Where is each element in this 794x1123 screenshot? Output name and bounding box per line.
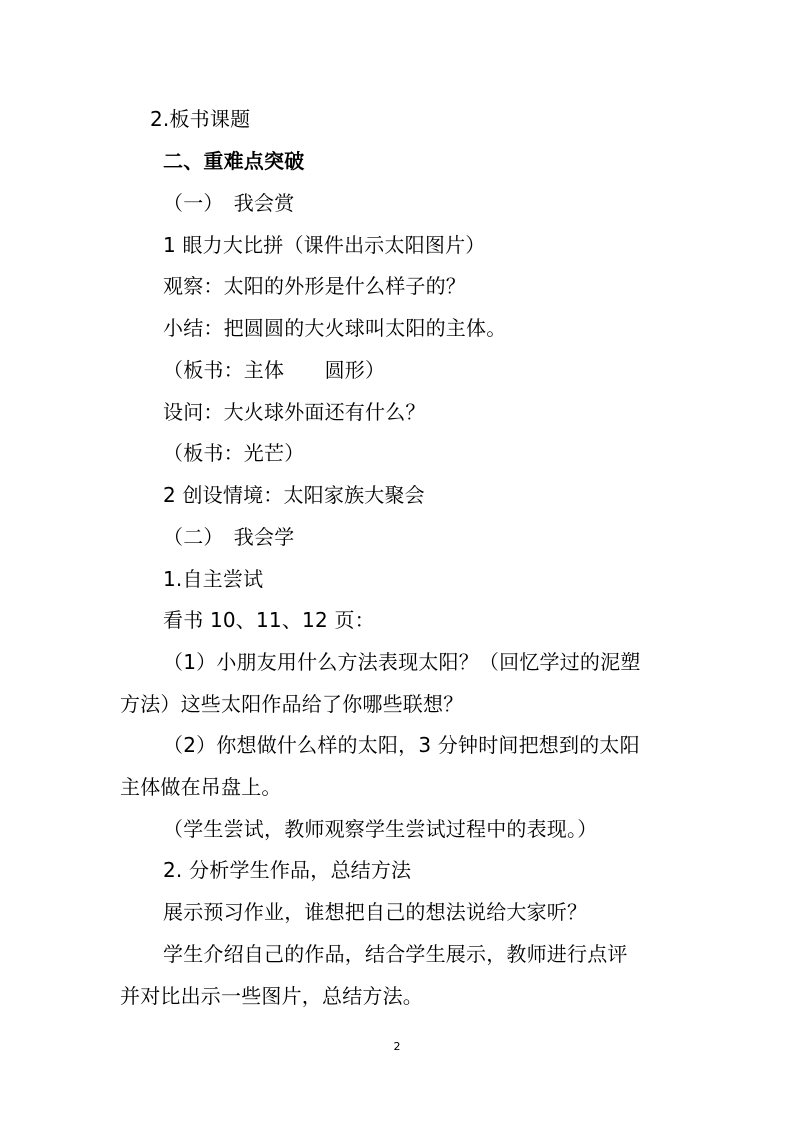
text-line-board-main-body: （板书：主体 圆形） bbox=[163, 358, 386, 382]
text-line-item-1-cont: 方法）这些太阳作品给了你哪些联想？ bbox=[120, 692, 464, 716]
page-number: 2 bbox=[393, 1040, 401, 1053]
text-line-item-2-cont: 主体做在吊盘上。 bbox=[120, 775, 282, 799]
text-line-analyze: 2. 分析学生作品，总结方法 bbox=[163, 858, 412, 882]
text-line-read-pages: 看书 10、11、12 页： bbox=[163, 608, 375, 632]
text-line-item-1: （1）小朋友用什么方法表现太阳？（回忆学过的泥塑 bbox=[163, 650, 641, 674]
text-line-self-try: 1.自主尝试 bbox=[163, 567, 264, 591]
text-line-summary: 小结：把圆圆的大火球叫太阳的主体。 bbox=[163, 316, 507, 340]
text-line-question: 设问：大火球外面还有什么？ bbox=[163, 400, 426, 424]
text-line-student-try: （学生尝试，教师观察学生尝试过程中的表现。） bbox=[163, 817, 598, 841]
subsection-heading-appreciate: （一） 我会赏 bbox=[163, 191, 295, 215]
text-line-item-2: （2）你想做什么样的太阳，3 分钟时间把想到的太阳 bbox=[163, 733, 640, 757]
subsection-heading-learn: （二） 我会学 bbox=[163, 525, 295, 549]
text-line-eyesight-contest: 1 眼力大比拼（课件出示太阳图片） bbox=[163, 233, 486, 257]
text-line-board-rays: （板书：光芒） bbox=[163, 441, 305, 465]
text-line-show-homework: 展示预习作业，谁想把自己的想法说给大家听？ bbox=[163, 900, 588, 924]
section-heading-key-points: 二、重难点突破 bbox=[163, 149, 305, 173]
text-line-introduce-work-cont: 并对比出示一些图片，总结方法。 bbox=[120, 984, 423, 1008]
text-line-introduce-work: 学生介绍自己的作品，结合学生展示，教师进行点评 bbox=[163, 942, 628, 966]
text-line-scenario: 2 创设情境：太阳家族大聚会 bbox=[163, 483, 425, 507]
text-line-board-title: 2.板书课题 bbox=[150, 107, 251, 131]
text-line-observe: 观察：太阳的外形是什么样子的？ bbox=[163, 274, 466, 298]
